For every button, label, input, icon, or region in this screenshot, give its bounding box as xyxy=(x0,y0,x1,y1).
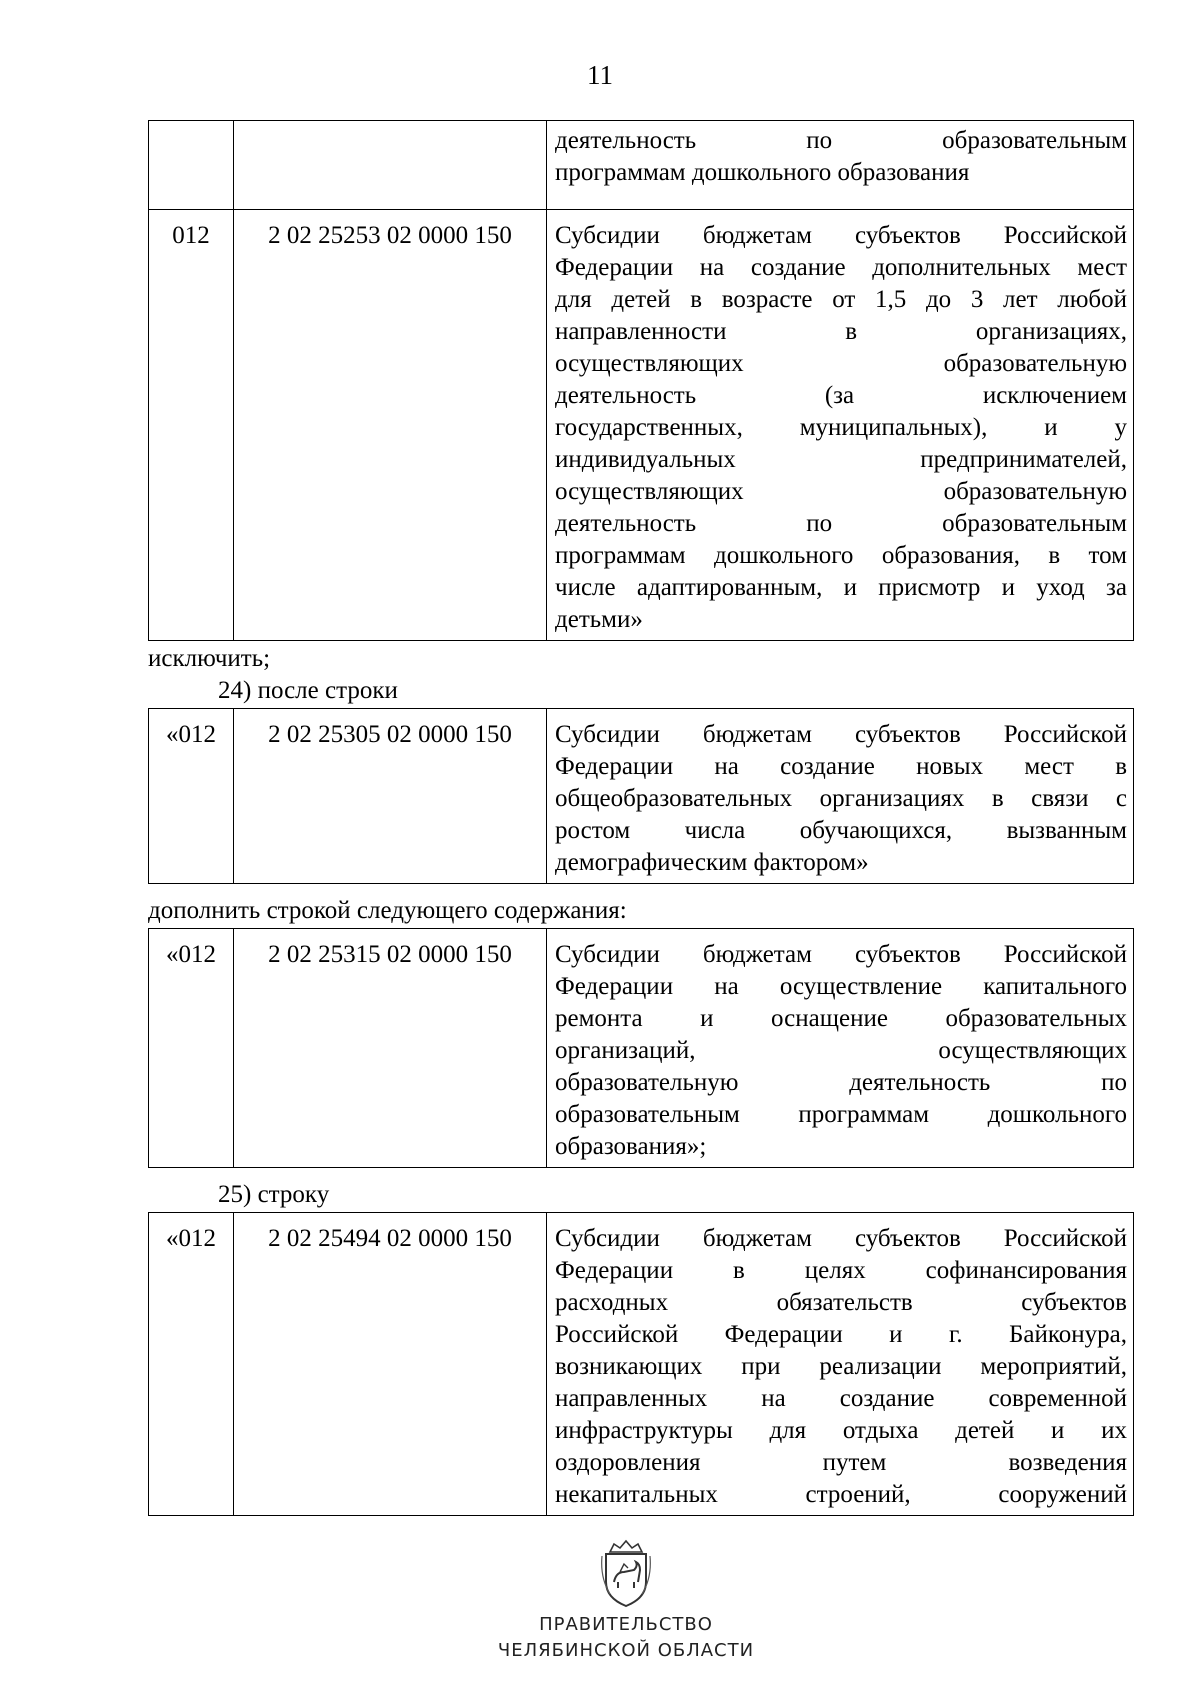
table-row xyxy=(149,210,1134,641)
description-line: государственных, муниципальных), и у xyxy=(555,414,1127,441)
item-24-heading: 24) после строки xyxy=(218,677,398,704)
description-line: направленности в организациях, xyxy=(555,318,1127,345)
description-line: Российской Федерации и г. Байконура, xyxy=(555,1321,1127,1348)
description-line: для детей в возрасте от 1,5 до 3 лет любой xyxy=(555,286,1127,313)
description-line: Субсидии бюджетам субъектов Российской xyxy=(555,222,1127,249)
description-line: деятельность (за исключением xyxy=(555,382,1127,409)
description-line: организаций, осуществляющих xyxy=(555,1037,1127,1064)
table-row xyxy=(149,709,1134,884)
footer-line-1: ПРАВИТЕЛЬСТВО xyxy=(539,1614,713,1635)
description-line: Федерации на создание новых мест в xyxy=(555,753,1127,780)
add-instruction: дополнить строкой следующего содержания: xyxy=(148,897,627,924)
kbk-cell: 2 02 25305 02 0000 150 xyxy=(234,709,547,884)
code-cell: «012 xyxy=(149,1213,234,1516)
description-cell xyxy=(547,1213,1134,1516)
description-line: общеобразовательных организациях в связи с xyxy=(555,785,1127,812)
description-line: Федерации на создание дополнительных мест xyxy=(555,254,1127,281)
code-cell: 012 xyxy=(149,210,234,641)
description-line: ремонта и оснащение образовательных xyxy=(555,1005,1127,1032)
table-row xyxy=(149,1213,1134,1516)
description-line: деятельность по образовательным xyxy=(555,510,1127,537)
description-cell xyxy=(547,709,1134,884)
description-line: направленных на создание современной xyxy=(555,1385,1127,1412)
description-line: программам дошкольного образования xyxy=(555,159,970,186)
item-25-heading: 25) строку xyxy=(218,1181,330,1208)
code-cell xyxy=(149,121,234,210)
footer-caption xyxy=(0,1612,1200,1664)
kbk-cell: 2 02 25494 02 0000 150 xyxy=(234,1213,547,1516)
description-line: программам дошкольного образования, в том xyxy=(555,542,1127,569)
description-line: образования»; xyxy=(555,1133,707,1160)
kbk-cell xyxy=(234,121,547,210)
table-1 xyxy=(148,120,1134,641)
description-line: Субсидии бюджетам субъектов Российской xyxy=(555,941,1127,968)
description-line: деятельность по образовательным xyxy=(555,127,1127,154)
description-line: осуществляющих образовательную xyxy=(555,350,1127,377)
table-row xyxy=(149,929,1134,1168)
description-line: детьми» xyxy=(555,606,643,633)
table-2 xyxy=(148,708,1134,884)
description-line: числе адаптированным, и присмотр и уход за xyxy=(555,574,1127,601)
kbk-cell: 2 02 25315 02 0000 150 xyxy=(234,929,547,1168)
code-cell: «012 xyxy=(149,929,234,1168)
description-line: Федерации в целях софинансирования xyxy=(555,1257,1127,1284)
description-line: Субсидии бюджетам субъектов Российской xyxy=(555,1225,1127,1252)
description-cell xyxy=(547,210,1134,641)
chelyabinsk-coat-of-arms-icon xyxy=(596,1538,656,1610)
description-line: ростом числа обучающихся, вызванным xyxy=(555,817,1127,844)
description-line: образовательным программам дошкольного xyxy=(555,1101,1127,1128)
page-number: 11 xyxy=(587,60,613,90)
exclude-instruction: исключить; xyxy=(148,645,271,672)
description-line: некапитальных строений, сооружений xyxy=(555,1481,1127,1508)
description-cell xyxy=(547,121,1134,210)
description-line: Федерации на осуществление капитального xyxy=(555,973,1127,1000)
description-line: демографическим фактором» xyxy=(555,849,869,876)
description-line: возникающих при реализации мероприятий, xyxy=(555,1353,1127,1380)
footer-line-2: ЧЕЛЯБИНСКОЙ ОБЛАСТИ xyxy=(497,1640,755,1661)
description-line: оздоровления путем возведения xyxy=(555,1449,1127,1476)
table-4 xyxy=(148,1212,1134,1516)
description-line: осуществляющих образовательную xyxy=(555,478,1127,505)
description-line: расходных обязательств субъектов xyxy=(555,1289,1127,1316)
description-line: инфраструктуры для отдыха детей и их xyxy=(555,1417,1127,1444)
description-cell xyxy=(547,929,1134,1168)
table-row xyxy=(149,121,1134,210)
table-3 xyxy=(148,928,1134,1168)
description-line: индивидуальных предпринимателей, xyxy=(555,446,1127,473)
kbk-cell: 2 02 25253 02 0000 150 xyxy=(234,210,547,641)
code-cell: «012 xyxy=(149,709,234,884)
description-line: Субсидии бюджетам субъектов Российской xyxy=(555,721,1127,748)
description-line: образовательную деятельность по xyxy=(555,1069,1127,1096)
